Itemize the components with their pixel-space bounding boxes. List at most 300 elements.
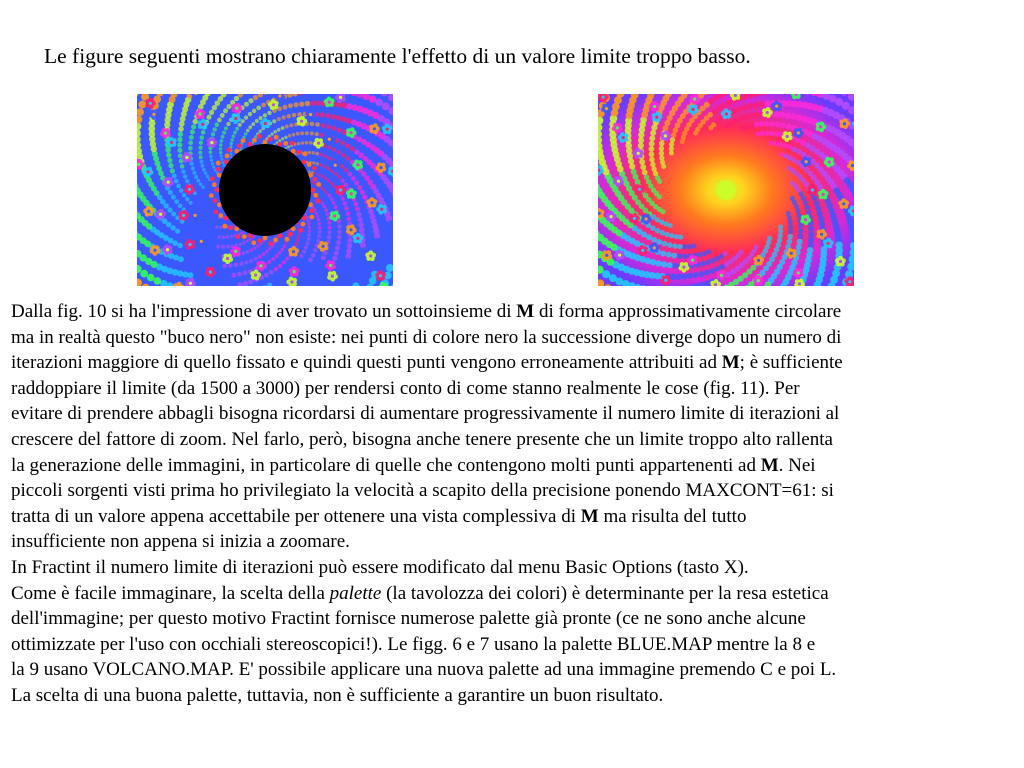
- fractal-dot: [300, 131, 304, 135]
- fractal-dot: [180, 232, 185, 237]
- fractal-dot: [337, 224, 342, 229]
- fractal-dot: [278, 139, 281, 142]
- fractal-dot: [299, 254, 303, 258]
- fractal-dot: [256, 244, 259, 247]
- fractal-dot: [185, 197, 189, 201]
- fractal-dot: [177, 243, 182, 248]
- text-run: ma risulta del tutto: [598, 505, 747, 527]
- fractal-dot: [340, 141, 345, 146]
- fractal-dot: [271, 257, 275, 261]
- fractal-dot: [192, 204, 196, 208]
- fractal-dot: [293, 262, 298, 267]
- fractal-dot: [209, 155, 213, 159]
- fractal-dot: [217, 118, 222, 123]
- fractal-dot: [237, 272, 242, 277]
- fractal-ring-dot: [236, 234, 241, 239]
- fractal-dot: [710, 258, 715, 263]
- fractal-dot: [318, 226, 322, 230]
- fractal-dot: [248, 279, 253, 284]
- fractal-dot: [310, 101, 315, 106]
- fractal-dot: [346, 216, 351, 221]
- fractal-dot: [240, 232, 243, 235]
- fractal-dot: [670, 137, 675, 142]
- fractal-dot: [219, 151, 222, 154]
- fractal-dot: [215, 225, 218, 228]
- fractal-dot: [255, 119, 259, 123]
- fractal-dot: [319, 153, 323, 157]
- fractal-dot: [278, 264, 282, 268]
- fractal-dot: [296, 258, 300, 262]
- fractal-ring-dot: [285, 237, 290, 242]
- fractal-dot: [332, 201, 336, 205]
- fractal-dot: [181, 169, 186, 174]
- fractal-dot: [340, 164, 344, 168]
- fractal-dot: [787, 239, 793, 245]
- text-run: dell'immagine; per questo motivo Fractint fornisce numerose palette già pronte (ce ne sono anche alcune: [11, 608, 806, 630]
- fractal-dot: [167, 158, 172, 163]
- fractal-dot: [210, 253, 215, 258]
- fractal-dot: [664, 232, 669, 237]
- fractal-dot: [138, 101, 146, 109]
- fractal-dot: [347, 238, 352, 243]
- fractal-dot: [678, 235, 683, 240]
- fractal-dot: [194, 175, 198, 179]
- fractal-dot: [700, 261, 706, 267]
- fractal-dot: [362, 194, 367, 199]
- fractal-dot: [671, 132, 677, 138]
- fractal-dot: [140, 270, 148, 278]
- fractal-dot: [704, 270, 710, 276]
- fractal-dot: [815, 205, 821, 211]
- fractal-dot: [222, 131, 226, 135]
- fractal-dot: [207, 213, 210, 216]
- fractal-dot: [811, 195, 817, 201]
- fractal-dot: [178, 203, 183, 208]
- fractal-dot: [179, 159, 184, 164]
- fractal-dot: [346, 211, 351, 216]
- fractal-dot: [289, 123, 293, 127]
- fractal-dot: [305, 262, 310, 267]
- fractal-dot: [301, 141, 304, 144]
- fractal-dot: [220, 158, 223, 161]
- fractal-dot: [194, 261, 199, 266]
- text-run: (la tavolozza dei colori) è determinante per la resa estetica: [381, 582, 829, 604]
- fractal-dot: [212, 127, 216, 131]
- fractal-dot: [170, 225, 175, 230]
- fractal-dot: [275, 254, 279, 258]
- fractal-dot: [341, 116, 347, 122]
- fractal-dot: [201, 164, 205, 168]
- fractal-dot: [649, 151, 655, 157]
- fractal-dot: [327, 235, 331, 239]
- fractal-dot: [178, 131, 183, 136]
- fractal-dot: [760, 131, 765, 136]
- fractal-dot: [198, 273, 204, 279]
- fractal-dot: [787, 215, 792, 220]
- fractal-dot: [667, 262, 673, 268]
- fractal-dot: [759, 121, 765, 127]
- fractal-dot: [649, 146, 655, 152]
- fractal-dot: [312, 161, 315, 164]
- fractal-dot: [254, 257, 258, 261]
- fractal-dot: [285, 125, 289, 129]
- fractal-dot: [778, 142, 783, 147]
- text-run: tratta di un valore appena accettabile per ottenere una vista complessiva di: [11, 505, 581, 527]
- fractal-dot: [798, 228, 804, 234]
- fractal-dot: [199, 251, 204, 256]
- fractal-dot: [249, 259, 253, 263]
- fractal-dot: [188, 259, 194, 265]
- fractal-dot: [640, 164, 646, 170]
- fractal-dot: [347, 243, 352, 248]
- fractal-dot: [253, 246, 256, 249]
- fractal-dot: [323, 165, 327, 169]
- fractal-dot: [786, 124, 792, 130]
- fractal-dot: [336, 115, 342, 121]
- fractal-dot: [193, 119, 198, 124]
- fractal-dot: [168, 190, 173, 195]
- fractal-dot: [687, 244, 692, 249]
- fractal-ring-dot: [216, 167, 221, 172]
- fractal-dot: [310, 122, 315, 127]
- fractal-dot: [317, 218, 320, 221]
- fractal-dot: [217, 263, 222, 268]
- fractal-dot: [193, 249, 198, 254]
- fractal-dot: [278, 251, 282, 255]
- fractal-dot: [354, 149, 359, 154]
- fractal-dot: [223, 164, 226, 167]
- fractal-dot: [305, 213, 308, 216]
- set-symbol-m: M: [580, 505, 599, 527]
- fractal-dot: [234, 96, 239, 101]
- fractal-dot: [179, 121, 185, 127]
- text-line: [11, 325, 1016, 351]
- body-text: [11, 299, 1016, 709]
- fractal-ring-dot: [212, 182, 217, 187]
- fractal-dot: [212, 105, 217, 110]
- fractal-ring-dot: [307, 162, 312, 167]
- black-hole-region: [219, 144, 311, 236]
- fractal-dot: [351, 176, 356, 181]
- fractal-dot: [232, 135, 236, 139]
- fractal-dot: [649, 157, 655, 163]
- text-line: [11, 376, 1016, 402]
- fractal-dot: [343, 201, 347, 205]
- fractal-dot: [769, 140, 774, 145]
- fractal-dot: [742, 104, 748, 110]
- fractal-dot: [782, 143, 787, 148]
- fractal-dot: [344, 206, 349, 211]
- fractal-dot: [285, 257, 289, 261]
- text-run: Come è facile immaginare, la scelta della: [11, 582, 330, 604]
- fractal-dot: [221, 135, 225, 139]
- fractal-dot: [672, 263, 678, 269]
- fractal-dot: [244, 132, 247, 135]
- fractal-dot: [345, 143, 350, 148]
- text-run: La scelta di una buona palette, tuttavia, non è sufficiente a garantire un buon risultato.: [11, 684, 664, 706]
- fractal-dot: [344, 168, 349, 173]
- text-line: [11, 529, 1016, 555]
- fractal-dot: [629, 163, 635, 169]
- fractal-dot: [307, 233, 311, 237]
- fractal-dot: [211, 162, 214, 165]
- text-run: evitare di prendere abbagli bisogna ricordarsi di aumentare progressivamente il numero limite di iterazioni al: [11, 403, 840, 425]
- fractal-dot: [655, 260, 661, 266]
- fractal-dot: [650, 130, 656, 136]
- fractal-dot: [272, 119, 276, 123]
- fractal-ring-dot: [309, 208, 314, 213]
- fractal-ring-dot: [218, 213, 223, 218]
- fractal-dot: [177, 142, 182, 147]
- fractal-dot: [327, 230, 331, 234]
- fractal-ring-dot: [311, 188, 316, 193]
- fractal-dot: [206, 115, 211, 120]
- fractal-dot: [309, 141, 313, 145]
- fractal-ring-dot: [313, 177, 318, 182]
- fractal-dot: [315, 122, 320, 127]
- fractal-dot: [639, 159, 645, 165]
- fractal-dot: [674, 234, 679, 239]
- fractal-dot: [277, 117, 281, 121]
- fractal-dot: [780, 122, 786, 128]
- fractal-dot: [777, 238, 782, 243]
- fractal-dot: [241, 252, 245, 256]
- fractal-dot: [702, 251, 707, 256]
- set-symbol-m: M: [516, 301, 535, 322]
- fractal-dot: [316, 265, 321, 270]
- fractal-figure-black-hole: [137, 94, 393, 286]
- text-run: insufficiente non appena si inizia a zoomare.: [11, 531, 350, 553]
- fractal-dot: [234, 263, 239, 268]
- fractal-dot: [198, 220, 202, 224]
- text-run: di forma approssimativamente circolare: [534, 301, 842, 322]
- fractal-dot: [757, 112, 763, 118]
- text-run: Dalla fig. 10 si ha l'impressione di aver trovato un sottoinsieme di: [11, 301, 517, 322]
- fractal-dot: [172, 174, 177, 179]
- fractal-dot: [660, 230, 666, 236]
- fractal-dot: [663, 125, 669, 131]
- fractal-dot: [320, 133, 324, 137]
- fractal-ring-dot: [237, 143, 242, 148]
- fractal-dot: [332, 126, 337, 131]
- fractal-dot: [316, 162, 319, 165]
- fractal-image-black-hole: [137, 94, 393, 286]
- fractal-dot: [682, 244, 687, 249]
- fractal-ring-dot: [283, 141, 288, 146]
- fractal-dot: [239, 242, 242, 245]
- fractal-dot: [345, 156, 350, 161]
- fractal-dot: [326, 212, 330, 216]
- fractal-dot: [335, 138, 340, 143]
- fractal-dot: [313, 248, 317, 252]
- fractal-dot: [201, 186, 204, 189]
- fractal-dot: [330, 182, 334, 186]
- fractal-dot: [205, 262, 210, 267]
- fractal-dot: [299, 101, 304, 106]
- fractal-dot: [277, 128, 281, 132]
- fractal-dot: [337, 219, 341, 223]
- fractal-dot: [280, 248, 284, 252]
- fractal-dot: [335, 245, 340, 250]
- fractal-dot: [220, 139, 224, 143]
- fractal-dot: [222, 263, 227, 268]
- text-line: [11, 453, 1016, 479]
- fractal-dot: [323, 205, 326, 208]
- fractal-dot: [769, 121, 775, 127]
- fractal-dot: [649, 135, 655, 141]
- fractal-dot: [650, 162, 656, 168]
- text-run: . Nei: [778, 454, 816, 476]
- fractal-dot: [803, 200, 809, 206]
- fractal-dot: [327, 167, 331, 171]
- fractal-dot: [318, 260, 323, 265]
- fractal-dot: [226, 122, 230, 126]
- fractal-dot: [328, 225, 332, 229]
- fractal-dot: [211, 132, 215, 136]
- fractal-dot: [310, 131, 314, 135]
- fractal-dot: [344, 183, 348, 187]
- text-line: [11, 478, 1016, 504]
- fractal-dot: [787, 144, 793, 150]
- fractal-dot: [759, 101, 765, 107]
- text-line: [11, 606, 1016, 632]
- fractal-dot: [628, 158, 634, 164]
- fractal-dot: [189, 225, 194, 230]
- fractal-dot: [167, 207, 172, 212]
- fractal-dot: [263, 113, 267, 117]
- fractal-dot: [269, 270, 274, 275]
- fractal-dot: [246, 250, 250, 254]
- fractal-dot: [305, 131, 309, 135]
- fractal-dot: [677, 253, 683, 259]
- fractal-dot: [281, 115, 285, 119]
- fractal-dot: [773, 141, 778, 146]
- fractal-ring-dot: [315, 199, 320, 204]
- fractal-dot: [286, 114, 290, 118]
- fractal-dot: [798, 223, 804, 229]
- fractal-dot: [328, 194, 332, 198]
- fractal-dot: [292, 113, 297, 118]
- fractal-ring-dot: [316, 182, 321, 187]
- fractal-dot: [239, 262, 243, 266]
- fractal-dot: [243, 270, 248, 275]
- fractal-dot: [753, 102, 759, 108]
- fractal-dot: [189, 201, 193, 205]
- fractal-ring-dot: [273, 238, 278, 243]
- fractal-dot: [305, 141, 309, 145]
- fractal-dot: [261, 103, 266, 108]
- fractal-dot: [341, 179, 345, 183]
- text-line: [11, 427, 1016, 453]
- fractal-dot: [206, 202, 209, 205]
- fractal-dot: [203, 232, 207, 236]
- fractal-ring-dot: [268, 241, 273, 246]
- fractal-dot: [659, 141, 665, 147]
- fractal-dot: [325, 113, 330, 118]
- fractal-dot: [242, 241, 245, 244]
- fractal-dot: [250, 248, 254, 252]
- fractal-ring-dot: [225, 154, 230, 159]
- fractal-dot: [346, 248, 352, 254]
- fractal-dot: [206, 175, 209, 178]
- fractal-dot: [324, 154, 328, 158]
- fractal-dot: [199, 140, 203, 144]
- fractal-dot: [325, 191, 328, 194]
- fractal-dot: [307, 237, 311, 241]
- fractal-dot: [337, 235, 342, 240]
- emphasis-term: palette: [329, 582, 382, 604]
- fractal-dot: [207, 191, 210, 194]
- fractal-dot: [764, 131, 769, 136]
- intro-sentence: Le figure seguenti mostrano chiaramente l'effetto di un valore limite troppo basso.: [44, 44, 751, 68]
- fractal-dot: [202, 168, 206, 172]
- fractal-dot: [273, 130, 276, 133]
- fractal-dot: [672, 243, 678, 249]
- set-symbol-m: M: [760, 454, 779, 476]
- text-run: ; è sufficiente: [739, 352, 843, 374]
- fractal-dot: [154, 277, 162, 285]
- fractal-dot: [669, 233, 674, 238]
- fractal-dot: [337, 128, 342, 133]
- fractal-dot: [328, 156, 332, 160]
- fractal-dot: [669, 142, 674, 147]
- fractal-dot: [220, 155, 223, 158]
- fractal-dot: [259, 116, 263, 120]
- fractal-dot: [182, 193, 186, 197]
- fractal-dot: [248, 98, 253, 103]
- fractal-ring-dot: [252, 138, 257, 143]
- fractal-dot: [238, 123, 242, 127]
- fractal-dot: [769, 131, 774, 136]
- fractal-dot: [785, 112, 791, 118]
- fractal-dot: [184, 222, 189, 227]
- fractal-dot: [265, 250, 269, 254]
- fractal-dot: [320, 112, 325, 117]
- fractal-dot: [318, 173, 321, 176]
- fractal-dot: [360, 190, 365, 195]
- fractal-dot: [214, 274, 219, 279]
- fractal-dot: [295, 242, 299, 246]
- text-line: [11, 555, 1016, 581]
- fractal-dot: [219, 226, 222, 229]
- fractal-ring-dot: [303, 152, 308, 157]
- fractal-dot: [176, 184, 181, 189]
- fractal-dot: [644, 174, 650, 180]
- fractal-dot: [709, 268, 715, 274]
- fractal-dot: [165, 147, 171, 153]
- fractal-dot: [199, 262, 204, 267]
- fractal-ring-dot: [242, 234, 247, 239]
- fractal-dot: [222, 235, 226, 239]
- fractal-dot: [230, 235, 233, 238]
- fractal-dot: [651, 237, 657, 243]
- fractal-ring-dot: [213, 198, 218, 203]
- fractal-dot: [778, 233, 783, 238]
- fractal-dot: [248, 112, 252, 116]
- fractal-dot: [282, 260, 286, 264]
- fractal-dot: [795, 208, 800, 213]
- fractal-dot: [246, 129, 250, 133]
- fractal-dot: [311, 253, 316, 258]
- fractal-dot: [298, 225, 301, 228]
- text-run: ottimizzate per l'uso con occhiali stereoscopici!). Le figg. 6 e 7 usano la palette BLUE.MAP mentre la 8 e: [11, 633, 816, 655]
- fractal-dot: [683, 254, 689, 260]
- fractal-dot: [334, 251, 339, 256]
- fractal-dot: [211, 225, 215, 229]
- fractal-dot: [336, 240, 341, 245]
- fractal-figure-gradient-center: [598, 94, 854, 286]
- fractal-dot: [304, 245, 308, 249]
